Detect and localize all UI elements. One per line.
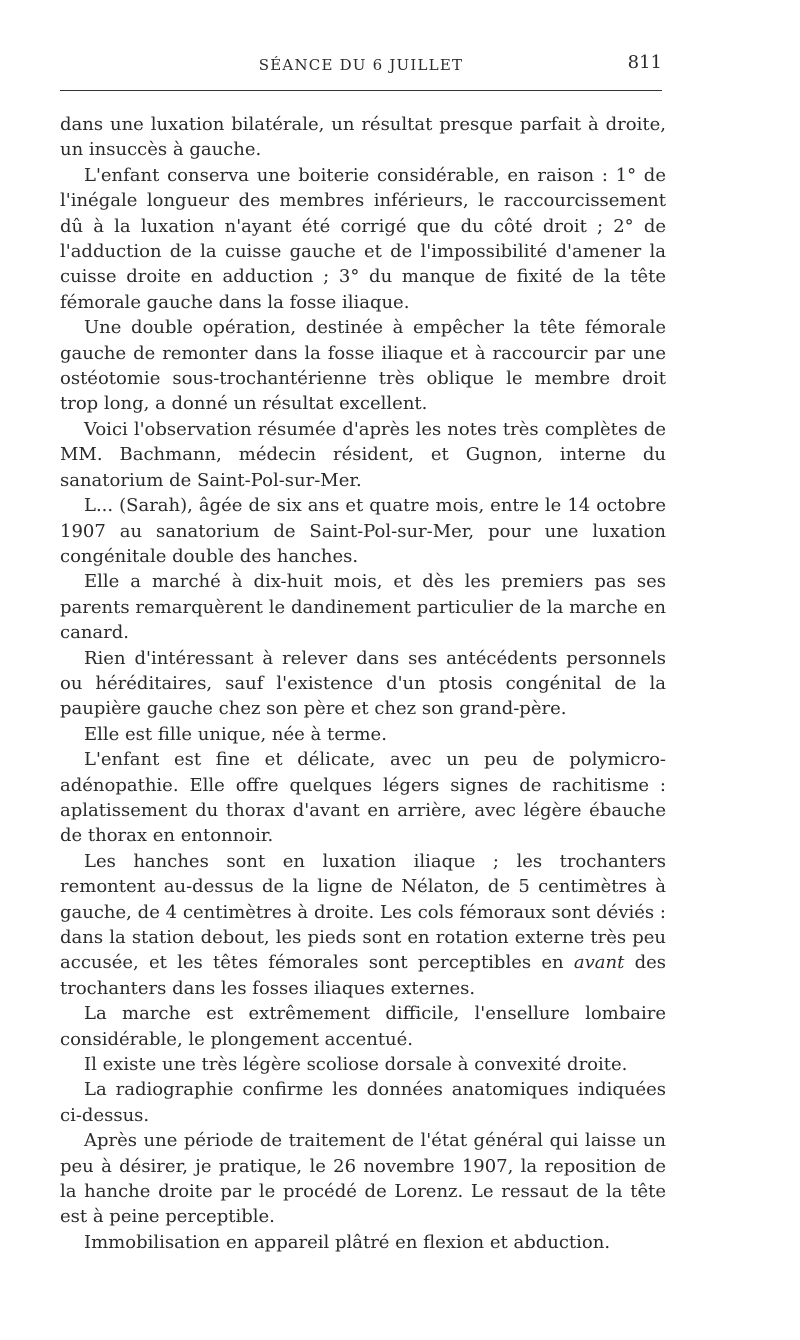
paragraph-text: des trochanters dans les fosses iliaques externes. bbox=[60, 952, 666, 999]
paragraph: dans une luxation bilatérale, un résultat presque parfait à droite, un insuccès à gauche. bbox=[60, 114, 666, 161]
running-head bbox=[60, 52, 662, 76]
paragraph: Voici l'observation résumée d'après les notes très complètes de MM. Bachmann, médecin résident, et Gugnon, interne du sanatorium de Saint-Pol-sur-Mer. bbox=[60, 418, 666, 491]
paragraph: Immobilisation en appareil plâtré en flexion et abduction. bbox=[84, 1231, 611, 1253]
paragraph: Il existe une très légère scoliose dorsale à convexité droite. bbox=[84, 1054, 628, 1076]
paragraph bbox=[60, 849, 666, 1001]
paragraph: Une double opération, destinée à empêcher la tête fémorale gauche de remonter dans la fosse iliaque et à raccourcir par une ostéotomie sous-trochantérienne très oblique le membre droit trop long, a donné un résultat excellent. bbox=[60, 317, 666, 415]
emphasis-text: avant bbox=[573, 952, 625, 974]
paragraph: L... (Sarah), âgée de six ans et quatre mois, entre le 14 octobre 1907 au sanatorium de Saint-Pol-sur-Mer, pour une luxation congénitale double des hanches. bbox=[60, 495, 666, 567]
page-number: 811 bbox=[627, 52, 662, 73]
paragraph: Rien d'intéressant à relever dans ses antécédents personnels ou héréditaires, sauf l'existence d'un ptosis congénital de la paupière gauche chez son père et chez son grand-père. bbox=[60, 647, 666, 720]
paragraph: L'enfant conserva une boiterie considérable, en raison : 1° de l'inégale longueur des membres inférieurs, le raccourcissement dû à la luxation n'ayant été corrigé que du côté droit ; 2° de l'adduction de la cuisse gauche et de l'impossibilité d'amener la cuisse droite en adduction ; 3° du manque de fixité de la tête fémorale gauche dans la fosse iliaque. bbox=[60, 164, 666, 313]
paragraph: L'enfant est fine et délicate, avec un peu de polymicro-adénopathie. Elle offre quelques légers signes de rachitisme : aplatissement du thorax d'avant en arrière, avec légère ébauche de thorax en entonnoir. bbox=[60, 749, 666, 847]
paragraph: Elle a marché à dix-huit mois, et dès les premiers pas ses parents remarquèrent le dandinement particulier de la marche en canard. bbox=[60, 571, 666, 644]
header-rule bbox=[60, 90, 662, 91]
paragraph: Après une période de traitement de l'état général qui laisse un peu à désirer, je pratique, le 26 novembre 1907, la reposition de la hanche droite par le procédé de Lorenz. Le ressaut de la tête est à peine perceptible. bbox=[60, 1130, 666, 1228]
paragraph-text: Les hanches sont en luxation iliaque ; les trochanters remontent au-dessus de la ligne de Nélaton, de 5 centimètres à gauche, de 4 centimètres à droite. Les cols fémoraux sont déviés : dans la station debout, les pieds sont en rotation externe très peu accusée, et les têtes fémorales sont perceptibles en bbox=[60, 850, 666, 974]
paragraph: La marche est extrêmement difficile, l'ensellure lombaire considérable, le plongement accentué. bbox=[60, 1003, 666, 1050]
running-title: SÉANCE DU 6 JUILLET bbox=[258, 56, 464, 74]
paragraph: Elle est fille unique, née à terme. bbox=[84, 723, 387, 745]
body-text bbox=[60, 112, 666, 1255]
paragraph: La radiographie confirme les données anatomiques indiquées ci-dessus. bbox=[60, 1079, 666, 1126]
